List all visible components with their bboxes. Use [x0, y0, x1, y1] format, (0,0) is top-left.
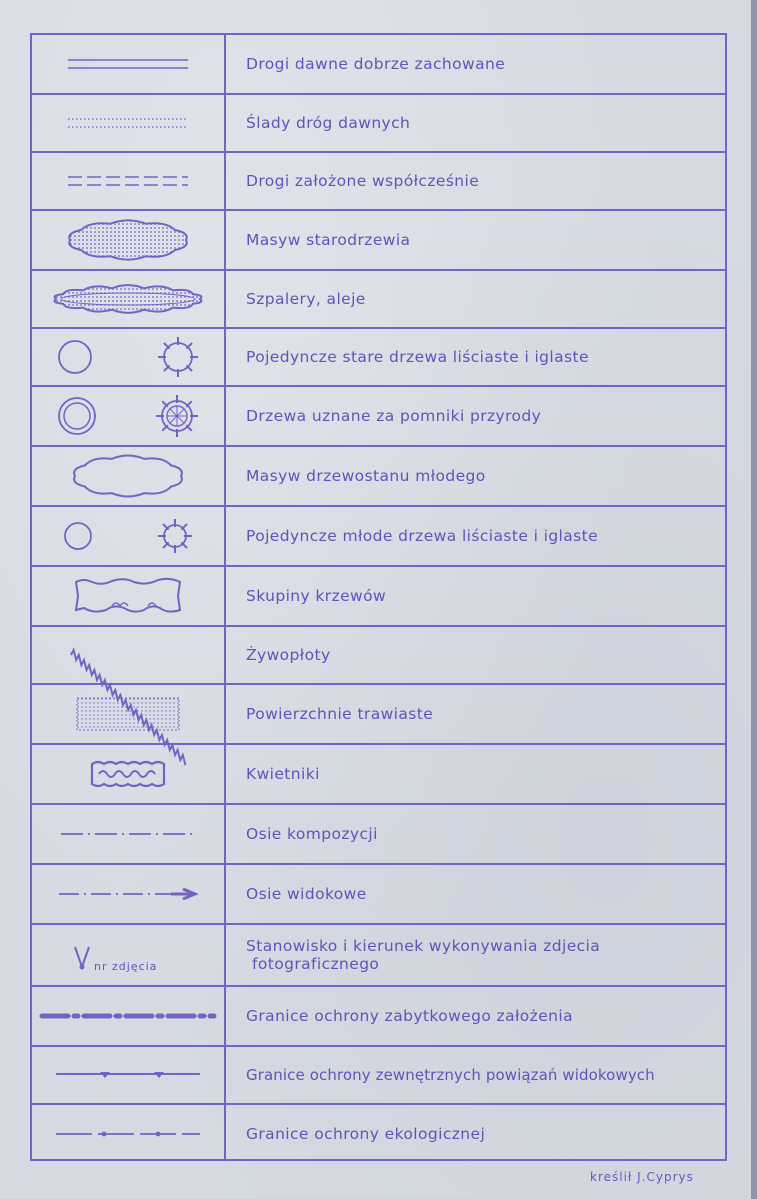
view-link-boundary-icon [32, 1047, 224, 1103]
legend-label: Szpalery, aleje [246, 290, 366, 308]
legend-row [32, 1047, 725, 1105]
legend-row [32, 507, 725, 567]
dashed-double-line-icon [32, 153, 224, 209]
flowerbed-icon [32, 745, 224, 803]
dotted-double-line-icon [32, 95, 224, 151]
legend-label: Osie widokowe [246, 885, 367, 903]
legend-row [32, 987, 725, 1047]
ecological-boundary-icon [32, 1105, 224, 1163]
legend-label [246, 925, 721, 985]
legend-label: Granice ochrony zewnętrznych powiązań widokowych [246, 1066, 655, 1084]
hedge-icon [32, 627, 224, 683]
legend-row [32, 925, 725, 987]
legend-label: Granice ochrony ekologicznej [246, 1125, 486, 1143]
legend-label-line2: fotograficznego [252, 955, 380, 973]
shrub-group-icon [32, 567, 224, 625]
legend-row [32, 95, 725, 153]
legend-row [32, 211, 725, 271]
heritage-boundary-icon [32, 987, 224, 1045]
legend-label: Powierzchnie trawiaste [246, 705, 434, 723]
legend-label: Kwietniki [246, 765, 320, 783]
legend-row [32, 271, 725, 329]
legend-row [32, 865, 725, 925]
legend-label: Osie kompozycji [246, 825, 378, 843]
legend-label: Masyw starodrzewia [246, 231, 411, 249]
legend-row [32, 685, 725, 745]
legend-row [32, 387, 725, 447]
legend-row [32, 745, 725, 805]
legend-label: Drzewa uznane za pomniki przyrody [246, 407, 542, 425]
double-line-icon [32, 35, 224, 93]
legend-label: Skupiny krzewów [246, 587, 387, 605]
legend-label: Drogi dawne dobrze zachowane [246, 55, 506, 73]
young-single-trees-icon [32, 507, 224, 565]
photo-number-caption: nr zdjęcia [94, 959, 158, 973]
legend-row [32, 447, 725, 507]
old-single-trees-icon [32, 329, 224, 385]
drafter-credit: kreślił J.Cyprys [590, 1170, 694, 1184]
legend-row [32, 1105, 725, 1163]
legend-row [32, 329, 725, 387]
young-tree-cloud-icon [32, 447, 224, 505]
legend-label: Żywopłoty [246, 646, 331, 664]
legend-row [32, 35, 725, 95]
composition-axis-icon [32, 805, 224, 863]
grass-area-icon [32, 685, 224, 743]
legend-label: Pojedyncze stare drzewa liściaste i iglaste [246, 348, 589, 366]
paper-edge [751, 0, 757, 1199]
legend-row [32, 805, 725, 865]
legend-label: Granice ochrony zabytkowego założenia [246, 1007, 573, 1025]
legend-label: Masyw drzewostanu młodego [246, 467, 486, 485]
legend-label: Pojedyncze młode drzewa liściaste i iglaste [246, 527, 599, 545]
legend-row [32, 627, 725, 685]
view-axis-arrow-icon [32, 865, 224, 923]
dense-tree-cloud-icon [32, 211, 224, 269]
legend-row [32, 153, 725, 211]
legend-label: Ślady dróg dawnych [246, 114, 411, 132]
legend-table [30, 33, 727, 1161]
legend-label-line1: Stanowisko i kierunek wykonywania zdjecia [246, 937, 601, 955]
photo-position-icon [32, 925, 224, 985]
legend-row [32, 567, 725, 627]
tree-row-icon [32, 271, 224, 327]
monument-trees-icon [32, 387, 224, 445]
legend-label: Drogi założone współcześnie [246, 172, 480, 190]
